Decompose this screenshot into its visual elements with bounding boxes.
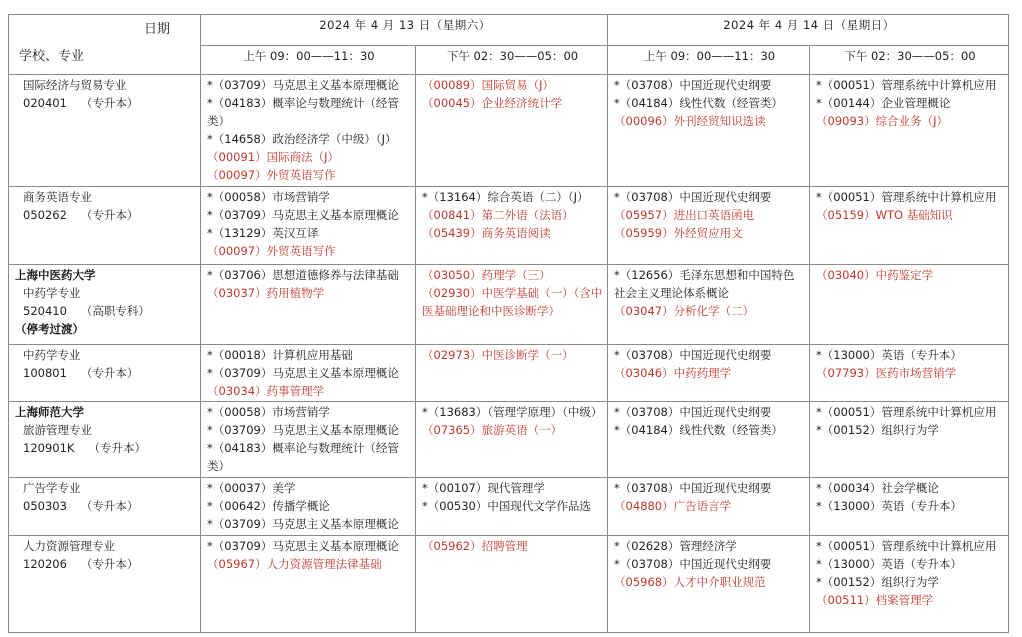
course-entry: *（03709）马克思主义基本原理概论 [207, 539, 399, 553]
day2-am-header: 上午 09：00——11：30 [608, 46, 810, 75]
course-entry: *（03709）马克思主义基本原理概论 [207, 78, 399, 92]
course-entry: （02973）中医诊断学（一） [422, 348, 574, 362]
course-entry: *（03708）中国近现代史纲要 [614, 190, 772, 204]
exam-cell-d1pm [416, 402, 608, 478]
exam-cell-d1pm [416, 265, 608, 345]
course-entry: *（03709）马克思主义基本原理概论 [207, 366, 399, 380]
major-cell [9, 345, 201, 402]
course-entry: *（14658）政治经济学（中级）（J） [207, 132, 397, 146]
course-entry: *（03709）马克思主义基本原理概论 [207, 208, 399, 222]
course-entry: *（03706）思想道德修养与法律基础 [207, 268, 399, 282]
course-entry: *（04184）线性代数（经管类） [614, 423, 783, 437]
course-entry: （05968）人才中介职业规范 [614, 575, 766, 589]
day2-pm-header: 下午 02：30——05：00 [810, 46, 1009, 75]
course-entry: *（00058）市场营销学 [207, 190, 330, 204]
course-entry: *（13129）英汉互译 [207, 226, 319, 240]
course-entry: *（12656）毛泽东思想和中国特色社会主义理论体系概论 [614, 268, 795, 300]
course-entry: *（04184）线性代数（经管类） [614, 96, 783, 110]
major-cell [9, 75, 201, 187]
major-code-value: 020401 [23, 96, 67, 110]
course-entry: *（03708）中国近现代史纲要 [614, 348, 772, 362]
major-level: （专升本） [80, 366, 139, 380]
course-entry: *（00642）传播学概论 [207, 499, 330, 513]
exam-cell-d2pm [810, 265, 1009, 345]
course-entry: （00841）第二外语（法语） [422, 208, 574, 222]
major-code [15, 94, 196, 112]
exam-cell-d1pm [416, 345, 608, 402]
major-code-value: 120206 [23, 557, 67, 571]
major-code-value: 100801 [23, 366, 67, 380]
major-level: （专升本） [80, 557, 139, 571]
major-level: （高职专科） [80, 304, 150, 318]
course-entry: *（04183）概率论与数理统计（经管类） [207, 441, 399, 473]
exam-cell-d1am [201, 75, 416, 187]
major-name: 中药学专业 [23, 286, 81, 300]
course-entry: （03040）中药鉴定学 [816, 268, 934, 282]
course-entry: （03046）中药药理学 [614, 366, 732, 380]
major-cell [9, 536, 201, 633]
course-entry: （00511）档案管理学 [816, 593, 934, 607]
day1-pm-header: 下午 02：30——05：00 [416, 46, 608, 75]
exam-cell-d1am [201, 536, 416, 633]
table-row [9, 265, 1009, 345]
exam-cell-d2pm [810, 536, 1009, 633]
course-entry: *（00152）组织行为学 [816, 575, 939, 589]
exam-cell-d1am [201, 478, 416, 536]
course-entry: *（13000）英语（专升本） [816, 348, 962, 362]
exam-cell-d2am [608, 536, 810, 633]
course-entry: （04880）广告语言学 [614, 499, 732, 513]
course-entry: （05967）人力资源管理法律基础 [207, 557, 382, 571]
major-code-value: 520410 [23, 304, 67, 318]
course-entry: *（13683）（管理学原理）（中级） [422, 405, 603, 419]
course-entry: *（13000）英语（专升本） [816, 557, 962, 571]
table-row [9, 187, 1009, 265]
exam-cell-d2am [608, 402, 810, 478]
exam-cell-d2pm [810, 187, 1009, 265]
school-name: 上海中医药大学 [15, 268, 96, 282]
major-code [15, 206, 196, 224]
table-row [9, 478, 1009, 536]
course-entry: *（03709）马克思主义基本原理概论 [207, 423, 399, 437]
major-name: 商务英语专业 [23, 190, 92, 204]
course-entry: （05159）WTO 基础知识 [816, 208, 953, 222]
course-entry: *（00034）社会学概论 [816, 481, 939, 495]
course-entry: （03034）药事管理学 [207, 384, 325, 398]
major-code [15, 302, 196, 320]
course-entry: （00089）国际贸易（J） [422, 78, 554, 92]
course-entry: （05959）外经贸应用文 [614, 226, 743, 240]
major-code [15, 555, 196, 573]
course-entry: *（00051）管理系统中计算机应用 [816, 405, 997, 419]
school-name: 上海师范大学 [15, 405, 84, 419]
major-cell [9, 265, 201, 345]
major-code-value: 050262 [23, 208, 67, 222]
day1-am-header: 上午 09：00——11：30 [201, 46, 416, 75]
exam-cell-d2am [608, 75, 810, 187]
school-major-label: 学校、专业 [19, 49, 85, 64]
major-cell [9, 187, 201, 265]
exam-cell-d1am [201, 345, 416, 402]
course-entry: *（03708）中国近现代史纲要 [614, 481, 772, 495]
table-row [9, 345, 1009, 402]
course-entry: *（03708）中国近现代史纲要 [614, 557, 772, 571]
major-name: 旅游管理专业 [23, 423, 92, 437]
course-entry: （00097）外贸英语写作 [207, 168, 336, 182]
major-code [15, 439, 196, 457]
course-entry: *（00051）管理系统中计算机应用 [816, 539, 997, 553]
course-entry: *（03709）马克思主义基本原理概论 [207, 517, 399, 531]
course-entry: （05439）商务英语阅读 [422, 226, 551, 240]
course-entry: *（00152）组织行为学 [816, 423, 939, 437]
exam-cell-d2am [608, 265, 810, 345]
course-entry: （03050）药理学（三） [422, 268, 551, 282]
exam-cell-d1pm [416, 536, 608, 633]
table-row [9, 75, 1009, 187]
course-entry: （05957）进出口英语函电 [614, 208, 755, 222]
course-entry: *（00051）管理系统中计算机应用 [816, 78, 997, 92]
major-level: （专升本） [80, 499, 139, 513]
exam-cell-d2am [608, 345, 810, 402]
major-cell [9, 402, 201, 478]
course-entry: *（03708）中国近现代史纲要 [614, 405, 772, 419]
table-row [9, 536, 1009, 633]
course-entry: （03047）分析化学（二） [614, 304, 755, 318]
major-name: 人力资源管理专业 [23, 539, 115, 553]
exam-cell-d2pm [810, 345, 1009, 402]
course-entry: *（00018）计算机应用基础 [207, 348, 353, 362]
exam-cell-d2am [608, 478, 810, 536]
course-entry: （00097）外贸英语写作 [207, 244, 336, 258]
major-note: （停考过渡） [15, 322, 84, 336]
exam-cell-d2pm [810, 402, 1009, 478]
table-row [9, 402, 1009, 478]
course-entry: *（13164）综合英语（二）（J） [422, 190, 589, 204]
course-entry: （00045）企业经济统计学 [422, 96, 563, 110]
course-entry: （00096）外刊经贸知识选读 [614, 114, 766, 128]
course-entry: （03037）药用植物学 [207, 286, 325, 300]
day2-header: 2024 年 4 月 14 日（星期日） [608, 15, 1009, 46]
exam-cell-d2am [608, 187, 810, 265]
course-entry: *（03708）中国近现代史纲要 [614, 78, 772, 92]
course-entry: *（13000）英语（专升本） [816, 499, 962, 513]
course-entry: *（04183）概率论与数理统计（经管类） [207, 96, 399, 128]
day1-header: 2024 年 4 月 13 日（星期六） [201, 15, 608, 46]
major-name: 广告学专业 [23, 481, 81, 495]
exam-cell-d2pm [810, 75, 1009, 187]
major-level: （专升本） [80, 208, 139, 222]
course-entry: *（00051）管理系统中计算机应用 [816, 190, 997, 204]
course-entry: *（00107）现代管理学 [422, 481, 545, 495]
exam-cell-d1am [201, 402, 416, 478]
course-entry: （09093）综合业务（J） [816, 114, 948, 128]
course-entry: *（00144）企业管理概论 [816, 96, 951, 110]
course-entry: *（00530）中国现代文学作品选 [422, 499, 591, 513]
major-code [15, 497, 196, 515]
course-entry: （05962）招聘管理 [422, 539, 528, 553]
major-level: （专升本） [88, 441, 146, 455]
date-label: 日期 [143, 22, 170, 37]
major-code-value: 120901K [23, 441, 75, 455]
course-entry: （07365）旅游英语（一） [422, 423, 563, 437]
exam-cell-d1am [201, 265, 416, 345]
major-level: （专升本） [80, 96, 139, 110]
exam-cell-d2pm [810, 478, 1009, 536]
major-code-value: 050303 [23, 499, 67, 513]
course-entry: （02930）中医学基础（一）（含中医基础理论和中医诊断学） [422, 286, 603, 318]
exam-cell-d1am [201, 187, 416, 265]
major-cell [9, 478, 201, 536]
course-entry: （07793）医药市场营销学 [816, 366, 957, 380]
exam-schedule-table [8, 14, 1009, 633]
header-corner [9, 15, 201, 75]
exam-cell-d1pm [416, 75, 608, 187]
course-entry: （00091）国际商法（J） [207, 150, 339, 164]
exam-cell-d1pm [416, 478, 608, 536]
major-name: 中药学专业 [23, 348, 81, 362]
course-entry: *（00058）市场营销学 [207, 405, 330, 419]
major-name: 国际经济与贸易专业 [23, 78, 127, 92]
exam-cell-d1pm [416, 187, 608, 265]
major-code [15, 364, 196, 382]
course-entry: *（00037）美学 [207, 481, 296, 495]
course-entry: *（02628）管理经济学 [614, 539, 737, 553]
